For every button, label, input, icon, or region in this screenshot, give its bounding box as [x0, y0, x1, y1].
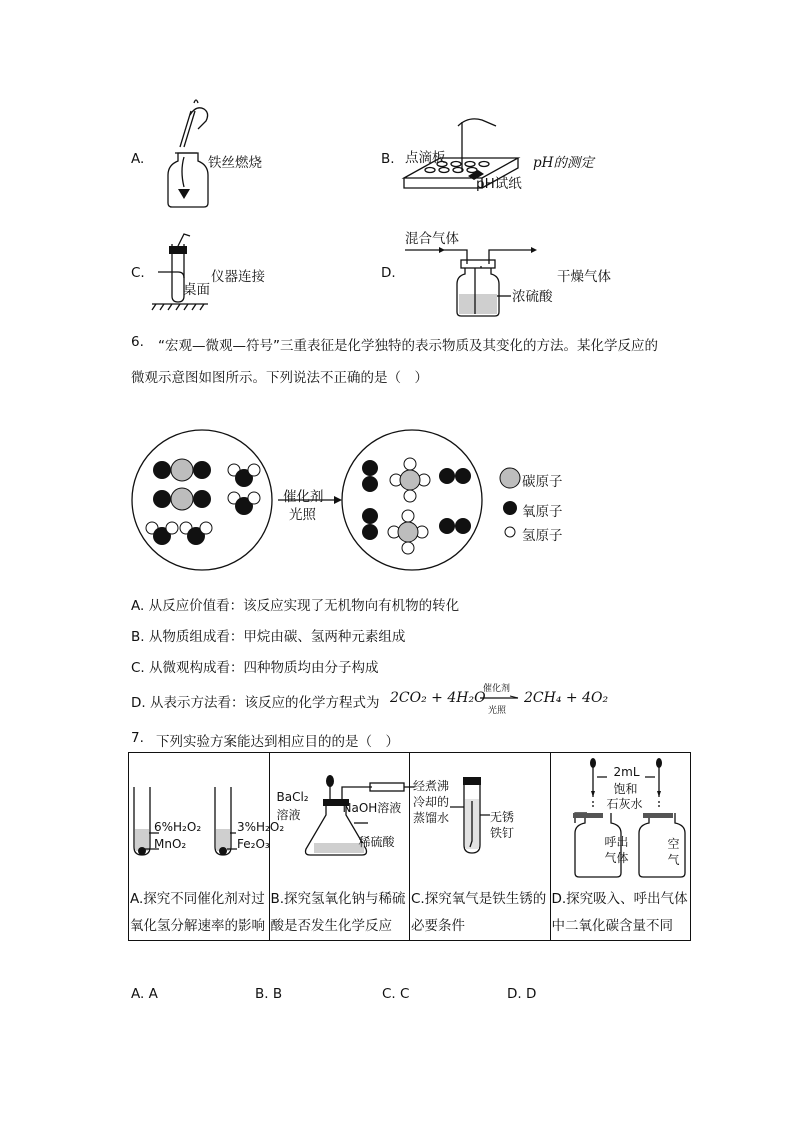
legend-oxygen-swatch	[503, 501, 517, 515]
caption-d: D.探究吸入、呼出气体中二氧化碳含量不同	[551, 891, 688, 934]
o2-molecule	[362, 460, 378, 492]
option-caption: 干燥气体	[557, 269, 611, 285]
h2o-molecule	[146, 522, 178, 545]
label-cooled: 冷却的	[413, 795, 450, 809]
caption-a: A.探究不同催化剂对过氧化氢分解速率的影响	[130, 891, 265, 934]
option-caption: 铁丝燃烧	[208, 155, 262, 171]
h2o-molecule	[180, 522, 212, 545]
co2-molecule	[153, 488, 211, 510]
legend-carbon-swatch	[500, 468, 520, 488]
label-mno2: MnO₂	[154, 837, 187, 851]
experiment-table	[128, 752, 691, 941]
option-b: B. 从物质组成看：甲烷由碳、氢两种元素组成	[131, 629, 406, 645]
option-letter: B.	[381, 151, 395, 167]
label-boiled: 经煮沸	[413, 779, 450, 793]
equation-condition-bottom: 光照	[488, 706, 507, 716]
answer-b: B. B	[255, 986, 283, 1002]
acid-label: 浓硫酸	[512, 289, 553, 305]
option-caption: 仪器连接	[211, 269, 265, 285]
caption-b: B.探究氢氧化钠与稀硫酸是否发生化学反应	[270, 891, 406, 934]
cell-c	[410, 753, 551, 941]
legend-hydrogen: 氢原子	[522, 528, 563, 544]
option-caption: pH的测定	[533, 155, 594, 171]
legend-hydrogen-swatch	[505, 527, 515, 537]
option-letter: D.	[381, 265, 396, 281]
h2o-molecule	[228, 492, 260, 515]
o2-molecule	[439, 518, 471, 534]
question-stem-line2: 微观示意图如图所示。下列说法不正确的是（ ）	[131, 370, 428, 386]
instrument-connection-figure	[150, 230, 210, 310]
option-d-text: D. 从表示方法看：该反应的化学方程式为	[131, 695, 380, 711]
mixed-gas-label: 混合气体	[405, 231, 459, 247]
label-saturated: 饱和	[613, 782, 638, 796]
equation-left: 2CO₂ + 4H₂O	[390, 690, 486, 706]
cell-a	[129, 753, 285, 941]
question-stem: 下列实验方案能达到相应目的的是（ ）	[156, 734, 399, 750]
label-air-2: 气	[667, 853, 680, 867]
answer-a: A. A	[131, 986, 158, 1002]
equation-arrow	[480, 696, 520, 702]
co2-molecule	[153, 459, 211, 481]
label-iron-nail: 铁钉	[490, 826, 515, 840]
question-stem-line1: “宏观—微观—符号”三重表征是化学独特的表示物质及其变化的方法。某化学反应的	[158, 338, 658, 354]
option-c: C. 从微观构成看：四种物质均由分子构成	[131, 660, 379, 676]
cell-d	[550, 753, 691, 941]
label-limewater: 石灰水	[606, 797, 643, 811]
label-exhaled: 呼出	[604, 835, 629, 849]
h2o-molecule	[228, 464, 260, 487]
o2-molecule	[362, 508, 378, 540]
equation-condition-top: 催化剂	[483, 684, 511, 694]
label-distilled-water: 蒸馏水	[413, 811, 450, 825]
label-2ml: 2mL	[613, 765, 640, 779]
label-rust-free: 无锈	[490, 810, 515, 824]
label-air-1: 空	[667, 837, 680, 851]
question-number: 6.	[131, 334, 144, 350]
label-solution: 溶液	[276, 808, 301, 822]
label-gas: 气体	[604, 851, 629, 865]
caption-c: C.探究氧气是铁生锈的必要条件	[411, 891, 547, 934]
label-6pct-h2o2: 6%H₂O₂	[154, 820, 202, 834]
o2-molecule	[439, 468, 471, 484]
arrow-condition-bottom: 光照	[289, 507, 316, 523]
option-a: A. 从反应价值看：该反应实现了无机物向有机物的转化	[131, 598, 460, 614]
label-naoh-solution: NaOH溶液	[342, 801, 402, 815]
option-letter: A.	[131, 151, 145, 167]
arrow-condition-top: 催化剂	[283, 489, 324, 505]
answer-d: D. D	[507, 986, 537, 1002]
gas-drying-bottle-figure	[405, 240, 545, 320]
ch4-molecule	[390, 458, 430, 502]
option-letter: C.	[131, 265, 145, 281]
legend-oxygen: 氧原子	[522, 504, 563, 520]
equation-right: 2CH₄ + 4O₂	[524, 690, 609, 706]
ph-paper-label: pH试纸	[476, 176, 522, 192]
legend-carbon: 碳原子	[522, 474, 563, 490]
reaction-diagram	[130, 428, 580, 573]
iron-wire-combustion-figure	[150, 97, 210, 215]
label-fe2o3: Fe₂O₃	[237, 837, 270, 851]
ch4-molecule	[388, 510, 428, 554]
label-3pct-h2o2: 3%H₂O₂	[237, 820, 285, 834]
cell-b	[269, 753, 410, 941]
table-label: 桌面	[183, 282, 210, 298]
plate-label: 点滴板	[405, 150, 446, 166]
question-number: 7.	[131, 730, 144, 746]
label-dilute-h2so4: 稀硫酸	[358, 835, 395, 849]
label-bacl2: BaCl₂	[276, 790, 309, 804]
answer-c: C. C	[382, 986, 410, 1002]
